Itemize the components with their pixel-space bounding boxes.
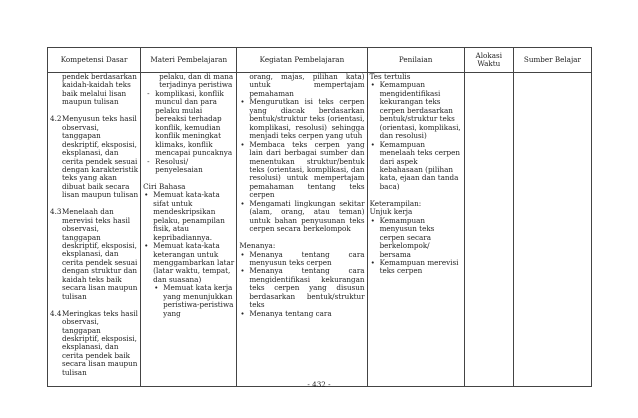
kd-text: Menyusun teks hasil observasi, tanggapan deskriptif, eksposisi, eksplanasi, dan cerita pendek sesuai dengan karakteristik teks yang akan dibuat baik secara lisan maupun tulisan xyxy=(62,114,139,200)
kp-menanya-bullet: • Menanya tentang cara xyxy=(239,310,364,318)
mp-bullet: • Memuat kata-kata sifat untuk mendeskripsikan pelaku, penampilan fisik, atau kepribadiannya. xyxy=(143,191,234,242)
pn-tes-bullet: • Kemampuan mengidentifikasi kekurangan teks cerpen berdasarkan bentuk/struktur teks (orientasi, komplikasi, dan resolusi) xyxy=(370,81,462,140)
cell-materi-pembelajaran xyxy=(141,73,237,387)
syllabus-table xyxy=(47,47,592,387)
kp-bullet: • Membaca teks cerpen yang lain dari berbagai sumber dan menentukan struktur/bentuk teks (orientasi, komplikasi, dan resolusi) untuk mempertajam pemahaman tentang teks cerpen xyxy=(239,141,364,200)
dash-marker: - xyxy=(147,156,150,166)
mp-dash-item xyxy=(143,158,234,175)
cell-penilaian xyxy=(367,73,464,387)
kd-number: 4.4 xyxy=(50,308,62,318)
page-number: - 432 - xyxy=(307,380,331,389)
kp-menanya-bullet: • Menanya tentang cara mengidentifikasi kekurangan teks cerpen yang disusun berdasarkan bentuk/struktur teks xyxy=(239,267,364,309)
header-materi-pembelajaran: Materi Pembelajaran xyxy=(141,48,237,73)
pn-tes-bullet: • Kemampuan menelaah teks cerpen dari aspek kebahasaan (pilihan kata, ejaan dan tanda baca) xyxy=(370,141,462,192)
kd-number: 4.2 xyxy=(50,114,62,124)
kd-item-4-3 xyxy=(50,208,138,301)
pn-tes-tertulis-title: Tes tertulis xyxy=(369,72,411,81)
pn-unjuk-kerja-title: Unjuk kerja xyxy=(369,207,413,217)
mp-dash-text: komplikasi, konflik muncul dan para pelaku mulai bereaksi terhadap konflik, kemudian konflik meningkat klimaks, konflik mencapai puncaknya xyxy=(155,88,233,158)
kp-bullet: • Mengurutkan isi teks cerpen yang diacak berdasarkan bentuk/struktur teks (orientasi, komplikasi, resolusi) sehingga menjadi teks cerpen yang utuh xyxy=(239,98,364,140)
cell-kegiatan-pembelajaran xyxy=(237,73,367,387)
header-kegiatan-pembelajaran: Kegiatan Pembelajaran xyxy=(237,48,367,73)
kd-text: Menelaah dan merevisi teks hasil observasi, tanggapan deskriptif, eksposisi, eksplanasi, dan cerita pendek sesuai dengan struktur dan kaidah teks baik secara lisan maupun tulisan xyxy=(62,207,138,301)
cell-kompetensi-dasar xyxy=(48,73,141,387)
kd-item-4-2 xyxy=(50,115,138,200)
kp-intro: orang, majas, pilihan kata) untuk mempertajam pemahaman xyxy=(249,72,365,98)
pn-keterampilan-title: Keterampilan: xyxy=(369,198,422,208)
kd-intro: pendek berdasarkan kaidah-kaidah teks baik melalui lisan maupun tulisan xyxy=(62,72,137,107)
cell-sumber-belajar xyxy=(513,73,591,387)
header-kompetensi-dasar: Kompetensi Dasar xyxy=(48,48,141,73)
mp-bullet: • Memuat kata-kata keterangan untuk menggambarkan latar (latar waktu, tempat, dan suasana) xyxy=(143,242,234,284)
header-sumber-belajar: Sumber Belajar xyxy=(513,48,591,73)
kd-item-4-4 xyxy=(50,310,138,378)
mp-dash-item xyxy=(143,90,234,158)
mp-ciri-bahasa-title: Ciri Bahasa xyxy=(143,181,186,191)
dash-marker: - xyxy=(147,88,150,98)
mp-sub-bullet: • Memuat kata kerja yang menunjukkan peristiwa-peristiwa yang xyxy=(153,284,234,318)
kd-number: 4.3 xyxy=(50,207,62,217)
kd-text: Meringkas teks hasil observasi, tanggapan deskriptif, eksposisi, eksplanasi, dan cerita pendek baik secara lisan maupun tulisan xyxy=(62,308,138,377)
header-alokasi-waktu: Alokasi Waktu xyxy=(464,48,513,73)
kp-menanya-bullet: • Menanya tentang cara menyusun teks cerpen xyxy=(239,251,364,268)
header-row xyxy=(48,48,592,73)
mp-dash-text: Resolusi/ penyelesaian xyxy=(155,156,203,174)
kp-bullet: • Mengamati lingkungan sekitar (alam, orang, atau teman) untuk bahan penyusunan teks cerpen secara berkelompok xyxy=(239,200,364,234)
cell-alokasi-waktu xyxy=(464,73,513,387)
pn-unjuk-bullet: • Kemampuan menyusun teks cerpen secara berkelompok/ bersama xyxy=(370,217,462,259)
pn-unjuk-bullet: • Kemampuan merevisi teks cerpen xyxy=(370,259,462,276)
content-row xyxy=(48,73,592,387)
kp-menanya-title: Menanya: xyxy=(239,241,276,251)
header-penilaian: Penilaian xyxy=(367,48,464,73)
mp-intro: pelaku, dan di mana terjadinya peristiwa xyxy=(159,72,234,90)
